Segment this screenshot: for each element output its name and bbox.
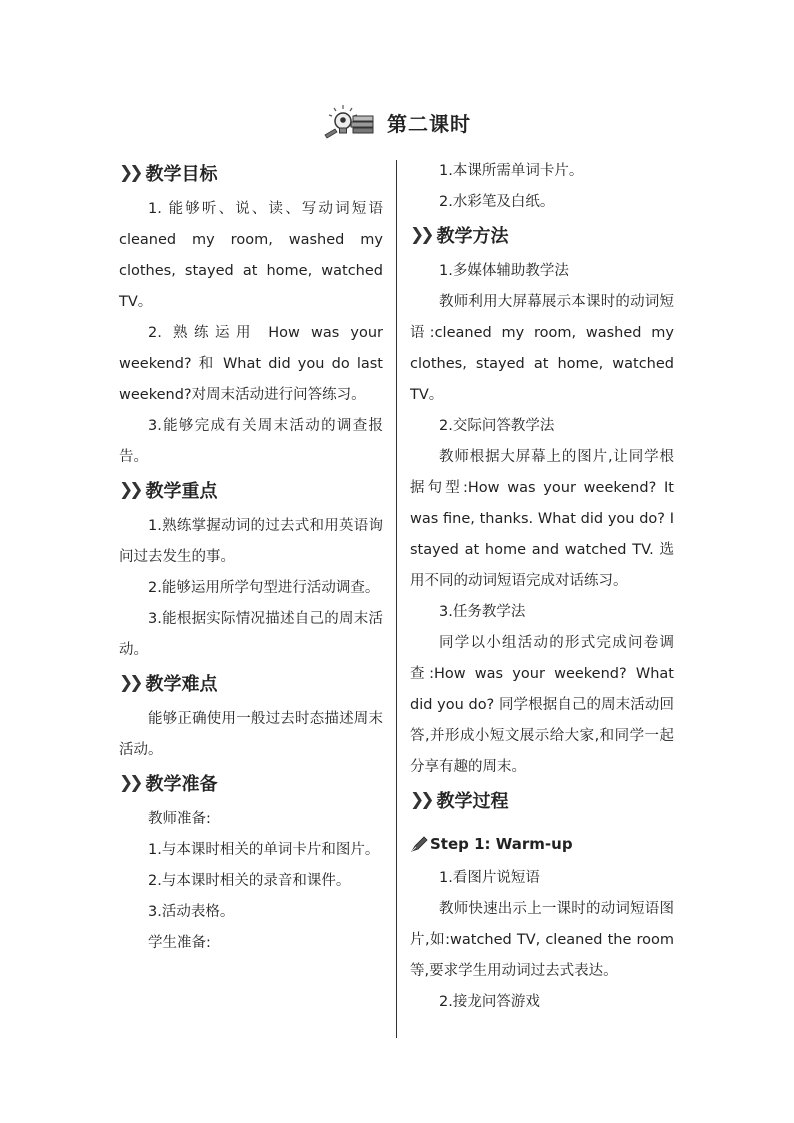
paragraph: 3.活动表格。 — [148, 904, 235, 920]
paragraph: 教师根据大屏幕上的图片,让同学根据句型:How was your weekend? It was fine, thanks. What did you do? I stayed at home and watched TV. 选用不同的动词短语完成对话练习。 — [410, 449, 674, 589]
paragraph: 3.任务教学法 — [439, 604, 526, 620]
right-column — [410, 156, 674, 1018]
section-heading-text: 教学重点 — [145, 481, 218, 502]
paragraph: 1. 能够听、说、读、写动词短语 cleaned my room, washed my clothes, stayed at home, watched TV。 — [119, 201, 383, 310]
paragraph: 3.能够完成有关周末活动的调查报告。 — [119, 418, 383, 465]
left-column — [119, 156, 383, 959]
paragraph: 2.与本课时相关的录音和课件。 — [148, 873, 351, 889]
paragraph: 1.本课所需单词卡片。 — [439, 163, 584, 179]
paragraph: 2.水彩笔及白纸。 — [439, 194, 555, 210]
pen-nib-icon — [410, 836, 428, 852]
section-heading-methods — [410, 220, 674, 250]
paragraph: 2.能够运用所学句型进行活动调查。 — [148, 580, 380, 596]
paragraph: 2. 熟练运用 How was your weekend? 和 What did you do last weekend?对周末活动进行问答练习。 — [119, 325, 383, 403]
section-heading-text: 教学目标 — [145, 164, 218, 185]
paragraph: 2.交际问答教学法 — [439, 418, 555, 434]
section-heading-preparation — [119, 768, 383, 798]
double-chevron-icon: ❯❯ — [410, 790, 431, 810]
double-chevron-icon: ❯❯ — [119, 480, 140, 500]
section-heading-difficulties — [119, 668, 383, 698]
section-heading-key-points — [119, 475, 383, 505]
section-heading-text: 教学难点 — [145, 674, 218, 695]
paragraph: 1.与本课时相关的单词卡片和图片。 — [148, 842, 380, 858]
double-chevron-icon: ❯❯ — [119, 673, 140, 693]
page-title: 第二课时 — [387, 111, 471, 136]
paragraph: 1.看图片说短语 — [439, 870, 540, 886]
step-heading — [410, 829, 674, 859]
paragraph: 2.接龙问答游戏 — [439, 994, 540, 1010]
section-heading-text: 教学准备 — [145, 774, 218, 795]
paragraph: 学生准备: — [148, 935, 211, 951]
section-heading-text: 教学过程 — [436, 791, 509, 812]
step-title: Step 1: Warm-up — [430, 835, 573, 853]
paragraph: 1.多媒体辅助教学法 — [439, 263, 569, 279]
paragraph: 教师快速出示上一课时的动词短语图片,如:watched TV, cleaned the room 等,要求学生用动词过去式表达。 — [410, 901, 674, 979]
lightbulb-books-icon — [323, 102, 377, 142]
paragraph: 3.能根据实际情况描述自己的周末活动。 — [119, 611, 383, 658]
double-chevron-icon: ❯❯ — [119, 163, 140, 183]
paragraph: 同学以小组活动的形式完成问卷调查:How was your weekend? What did you do? 同学根据自己的周末活动回答,并形成小短文展示给大家,和同学一起分享有趣的周末。 — [410, 635, 674, 775]
double-chevron-icon: ❯❯ — [410, 225, 431, 245]
paragraph: 能够正确使用一般过去时态描述周末活动。 — [119, 711, 383, 758]
paragraph: 1.熟练掌握动词的过去式和用英语询问过去发生的事。 — [119, 518, 383, 565]
section-heading-objectives — [119, 158, 383, 188]
paragraph: 教师准备: — [148, 811, 211, 827]
page-header — [0, 100, 794, 144]
paragraph: 教师利用大屏幕展示本课时的动词短语:cleaned my room, washed my clothes, stayed at home, watched TV。 — [410, 294, 674, 403]
double-chevron-icon: ❯❯ — [119, 773, 140, 793]
section-heading-process — [410, 785, 674, 815]
section-heading-text: 教学方法 — [436, 226, 509, 247]
column-divider — [396, 160, 397, 1038]
